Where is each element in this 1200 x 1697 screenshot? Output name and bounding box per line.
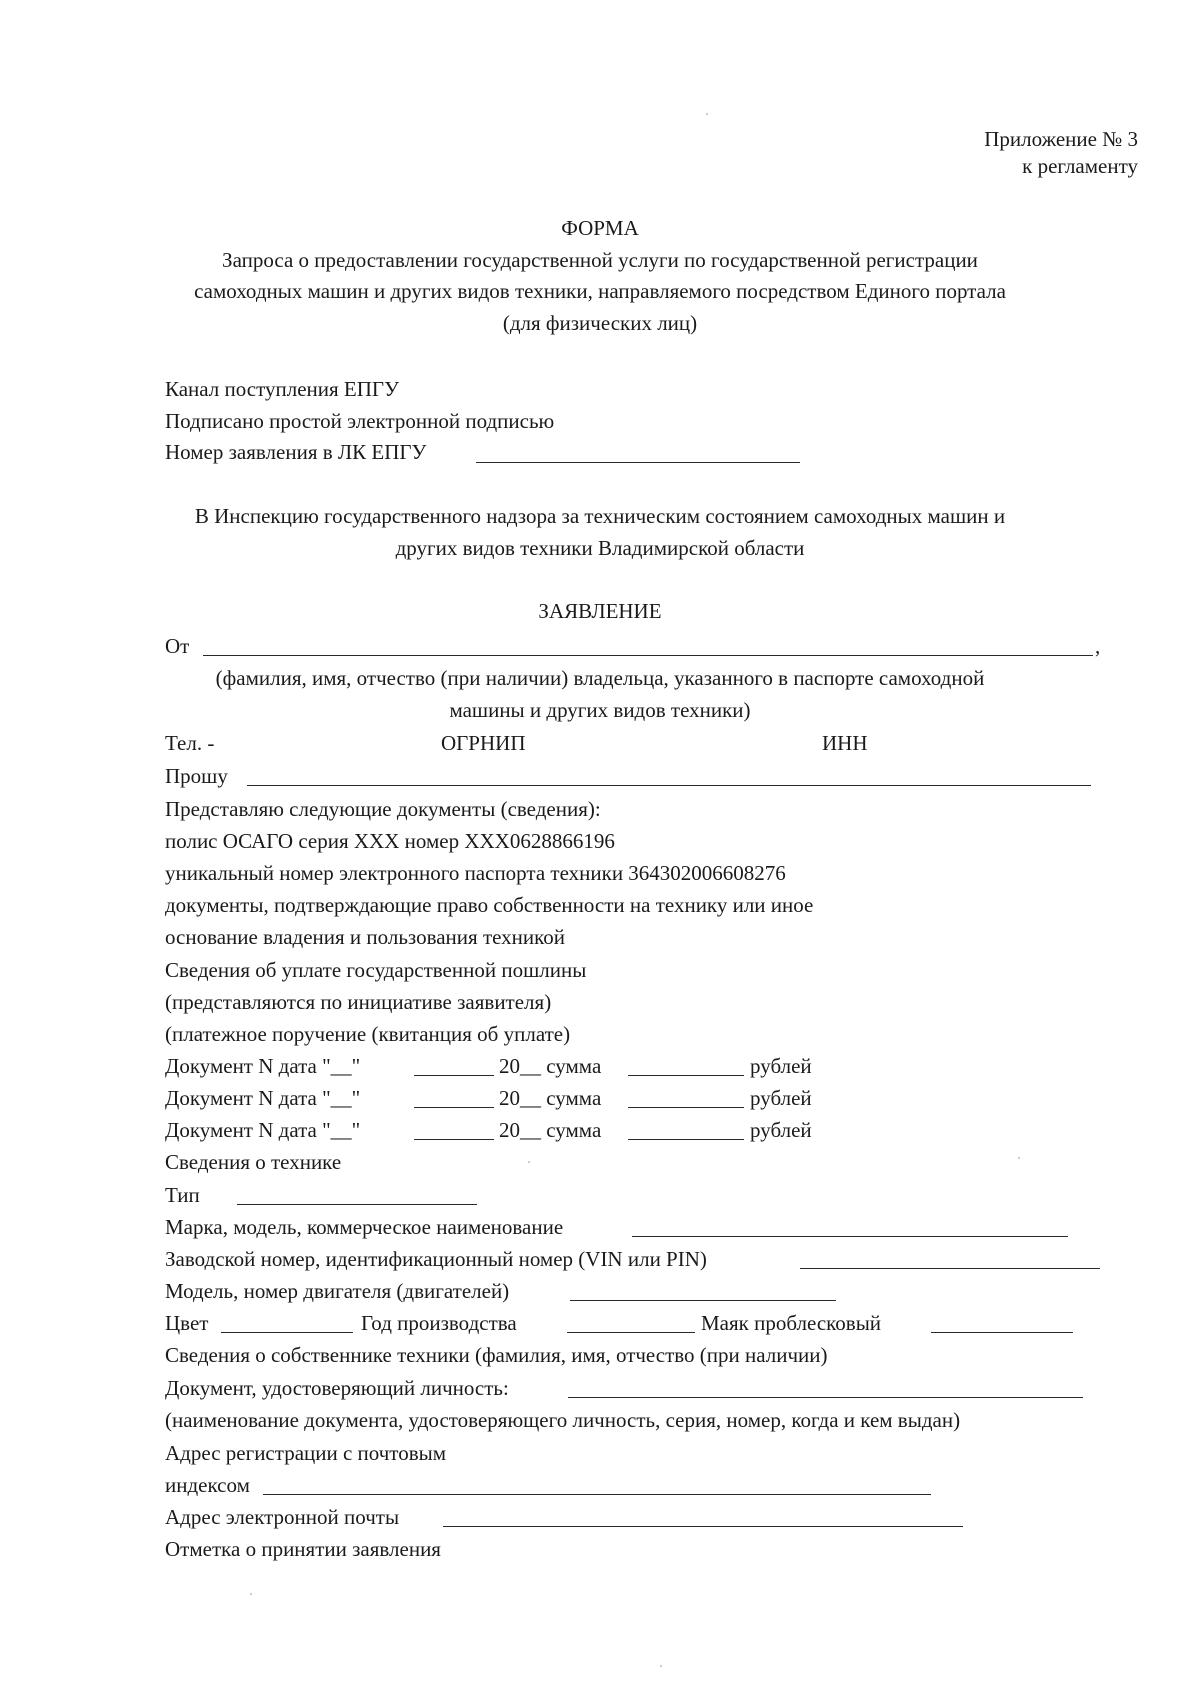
application-number-field[interactable]	[476, 462, 800, 463]
scan-speck	[1018, 1157, 1020, 1159]
address-field[interactable]	[263, 1494, 931, 1495]
documents-intro: Представляю следующие документы (сведения):	[165, 797, 601, 821]
electronic-passport-number: уникальный номер электронного паспорта техники 364302006608276	[165, 861, 786, 885]
request-field[interactable]	[247, 785, 1091, 786]
from-hint-line-1: (фамилия, имя, отчество (при наличии) владельца, указанного в паспорте самоходной	[215, 666, 985, 690]
payment-row-1-doc: Документ N дата "__"	[165, 1054, 361, 1078]
ownership-documents-line-1: документы, подтверждающие право собственности на технику или иное	[165, 893, 814, 917]
owner-section-title: Сведения о собственнике техники (фамилия, имя, отчество (при наличии)	[165, 1343, 828, 1367]
make-model-label: Марка, модель, коммерческое наименование	[165, 1215, 564, 1239]
appendix-regulation: к регламенту	[1022, 154, 1138, 178]
address-label-line-2: индексом	[165, 1473, 250, 1497]
vin-label: Заводской номер, идентификационный номер (VIN или PIN)	[165, 1247, 707, 1271]
production-year-field[interactable]	[567, 1332, 695, 1333]
channel-text: Канал поступления ЕПГУ	[165, 377, 399, 401]
scan-speck	[706, 113, 708, 115]
payment-row-1-amount-field[interactable]	[628, 1075, 744, 1076]
statement-title: ЗАЯВЛЕНИЕ	[538, 599, 662, 623]
tel-label: Тел. -	[165, 731, 215, 755]
ogrnip-label: ОГРНИП	[441, 731, 526, 755]
payment-row-3-date-field[interactable]	[414, 1139, 494, 1140]
addressee-line-1: В Инспекцию государственного надзора за техническим состоянием самоходных машин и	[194, 504, 1006, 528]
engine-label: Модель, номер двигателя (двигателей)	[165, 1279, 510, 1303]
osago-policy: полис ОСАГО серия ХХХ номер ХХХ0628866196	[165, 829, 615, 853]
acceptance-mark-label: Отметка о принятии заявления	[165, 1537, 441, 1561]
color-label: Цвет	[165, 1311, 209, 1335]
scan-speck	[660, 1665, 662, 1667]
payment-row-2-date-field[interactable]	[414, 1107, 494, 1108]
from-label: От	[165, 634, 190, 658]
id-document-label: Документ, удостоверяющий личность:	[165, 1376, 509, 1400]
form-subtitle-line-3: (для физических лиц)	[502, 311, 698, 335]
scan-speck	[528, 1161, 530, 1163]
payment-row-3-amount-field[interactable]	[628, 1139, 744, 1140]
make-model-field[interactable]	[632, 1236, 1068, 1237]
email-field[interactable]	[443, 1526, 963, 1527]
form-title: ФОРМА	[561, 216, 639, 240]
ownership-documents-line-2: основание владения и пользования техникой	[165, 925, 566, 949]
scan-speck	[250, 1593, 252, 1595]
beacon-field[interactable]	[931, 1332, 1073, 1333]
payment-row-3-year: 20__ сумма	[499, 1118, 602, 1142]
application-number-label: Номер заявления в ЛК ЕПГУ	[165, 440, 427, 464]
vehicle-type-field[interactable]	[237, 1204, 477, 1205]
payment-row-3-doc: Документ N дата "__"	[165, 1118, 361, 1142]
vehicle-section-title: Сведения о технике	[165, 1150, 342, 1174]
production-year-label: Год производства	[361, 1311, 517, 1335]
payment-row-2-doc: Документ N дата "__"	[165, 1086, 361, 1110]
payment-row-1-year: 20__ сумма	[499, 1054, 602, 1078]
email-label: Адрес электронной почты	[165, 1505, 400, 1529]
payment-row-3-currency: рублей	[750, 1118, 812, 1142]
engine-field[interactable]	[570, 1300, 836, 1301]
id-document-hint: (наименование документа, удостоверяющего личность, серия, номер, когда и кем выдан)	[165, 1408, 961, 1432]
from-field[interactable]	[203, 655, 1093, 656]
address-label-line-1: Адрес регистрации с почтовым	[165, 1441, 447, 1465]
payment-row-2-year: 20__ сумма	[499, 1086, 602, 1110]
vehicle-type-label: Тип	[165, 1183, 200, 1207]
payment-row-2-currency: рублей	[750, 1086, 812, 1110]
from-hint-line-2: машины и других видов техники)	[449, 698, 751, 722]
form-subtitle-line-2: самоходных машин и других видов техники, направляемого посредством Единого портала	[194, 279, 1006, 303]
payment-row-1-date-field[interactable]	[414, 1075, 494, 1076]
fee-info-line-3: (платежное поручение (квитанция об уплате)	[165, 1022, 571, 1046]
beacon-label: Маяк проблесковый	[701, 1311, 882, 1335]
appendix-number: Приложение № 3	[984, 127, 1138, 151]
inn-label: ИНН	[822, 731, 868, 755]
payment-row-1-currency: рублей	[750, 1054, 812, 1078]
fee-info-line-2: (представляются по инициативе заявителя)	[165, 990, 552, 1014]
addressee-line-2: других видов техники Владимирской области	[395, 536, 805, 560]
signature-text: Подписано простой электронной подписью	[165, 409, 555, 433]
request-label: Прошу	[165, 764, 228, 788]
fee-info-line-1: Сведения об уплате государственной пошлины	[165, 958, 587, 982]
vin-field[interactable]	[800, 1268, 1100, 1269]
id-document-field[interactable]	[568, 1397, 1083, 1398]
form-subtitle-line-1: Запроса о предоставлении государственной услуги по государственной регистрации	[222, 248, 978, 272]
payment-row-2-amount-field[interactable]	[628, 1107, 744, 1108]
color-field[interactable]	[221, 1332, 353, 1333]
from-comma: ,	[1095, 634, 1101, 658]
